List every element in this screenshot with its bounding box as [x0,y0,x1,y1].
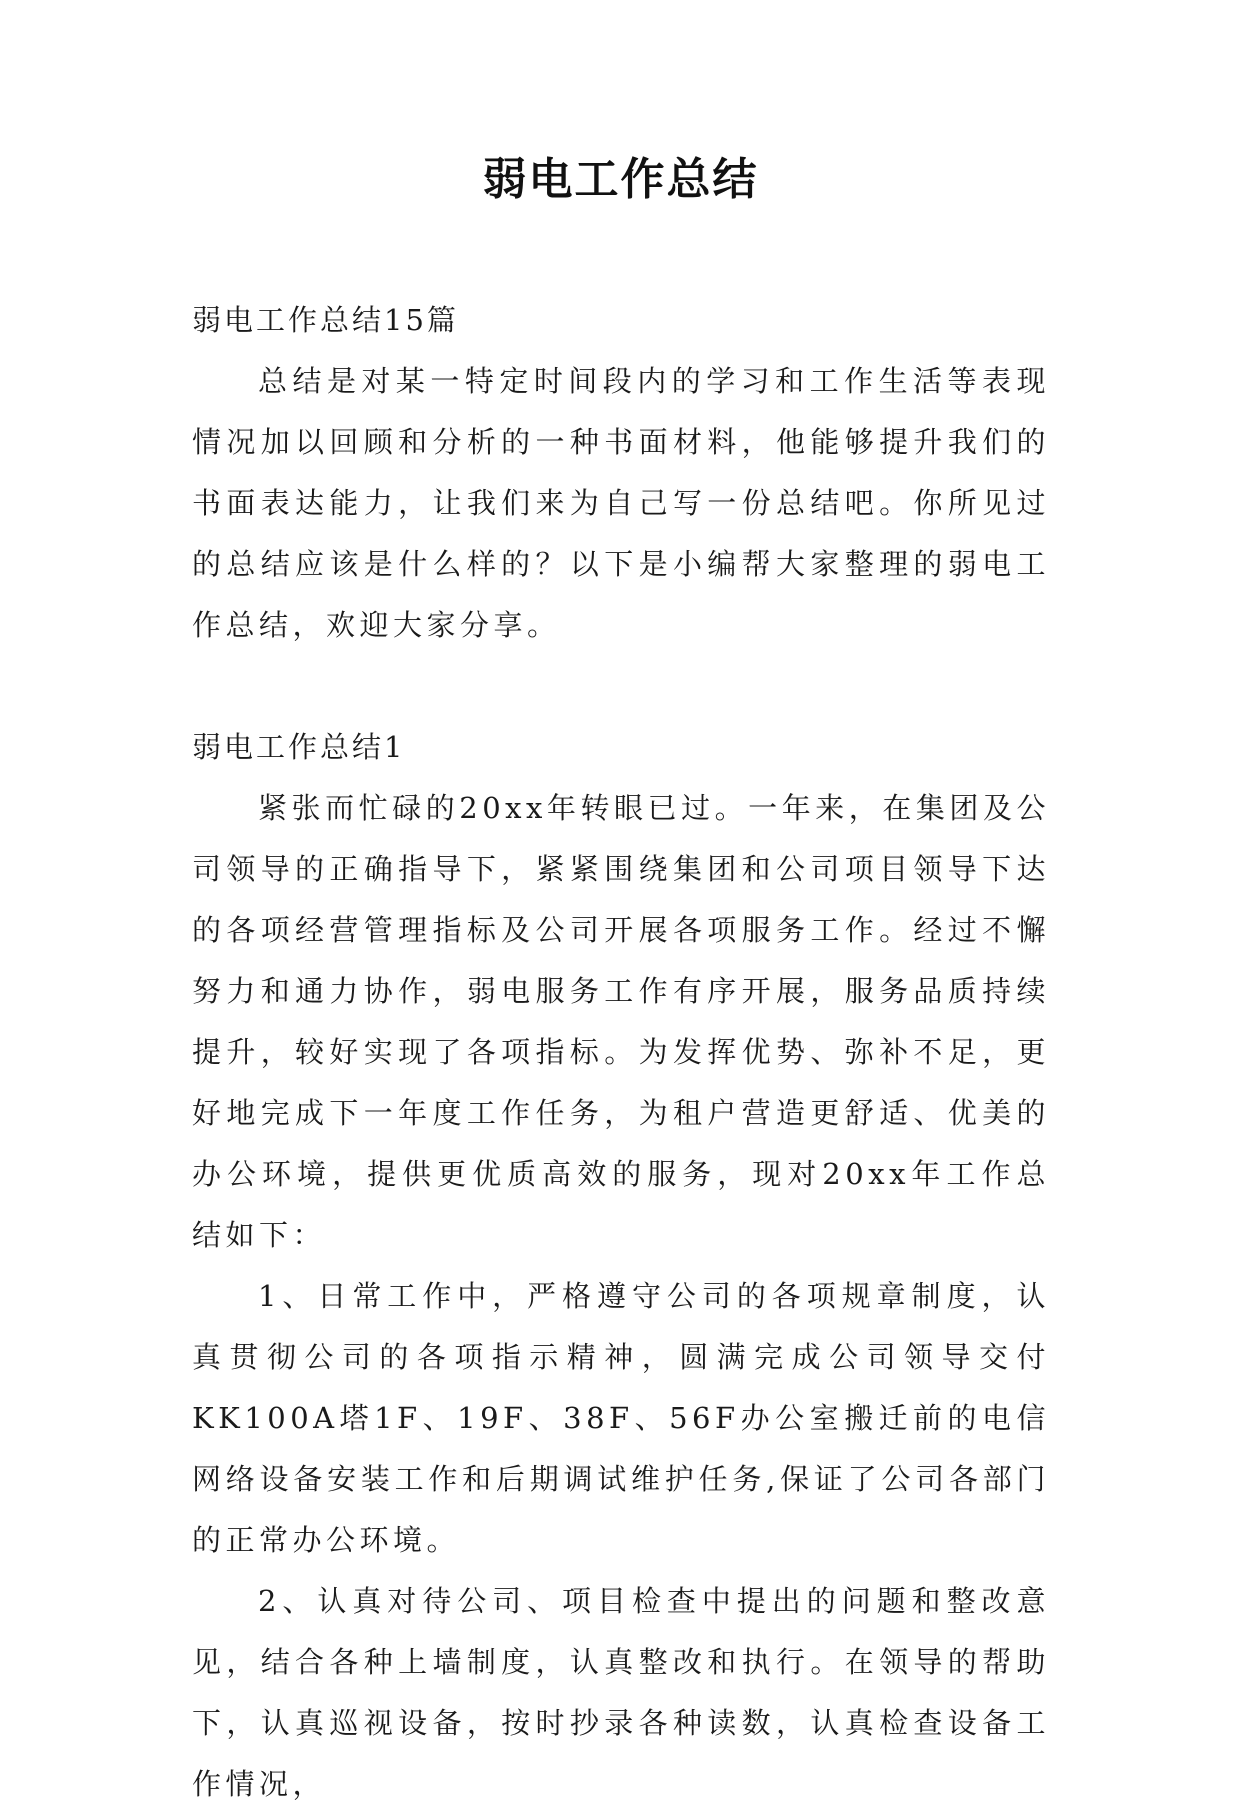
body-paragraph-3: 2、认真对待公司、项目检查中提出的问题和整改意见，结合各种上墙制度，认真整改和执行。在领导的帮助下，认真巡视设备，按时抄录各种读数，认真检查设备工作情况， [192,1584,1050,1801]
document-title: 弱电工作总结 [482,154,759,205]
body-paragraph-1: 紧张而忙碌的20xx年转眼已过。一年来，在集团及公司领导的正确指导下，紧紧围绕集团和公司项目领导下达的各项经营管理指标及公司开展各项服务工作。经过不懈努力和通力协作，弱电服务工作有序开展，服务品质持续提升，较好实现了各项指标。为发挥优势、弥补不足，更好地完成下一年度工作任务，为租户营造更舒适、优美的办公环境，提供更优质高效的服务，现对20xx年工作总结如下： [192,791,1050,1252]
collection-heading: 弱电工作总结15篇 [192,303,459,337]
section-heading: 弱电工作总结1 [192,730,406,764]
document-body [192,290,1050,1815]
intro-paragraph: 总结是对某一特定时间段内的学习和工作生活等表现情况加以回顾和分析的一种书面材料，他能够提升我们的书面表达能力，让我们来为自己写一份总结吧。你所见过的总结应该是什么样的？以下是小编帮大家整理的弱电工作总结，欢迎大家分享。 [192,364,1050,642]
body-paragraph-2: 1、日常工作中，严格遵守公司的各项规章制度，认真贯彻公司的各项指示精神，圆满完成公司领导交付KK100A塔1F、19F、38F、56F办公室搬迁前的电信网络设备安装工作和后期调试维护任务,保证了公司各部门的正常办公环境。 [192,1279,1050,1557]
section-spacer [192,656,1050,717]
